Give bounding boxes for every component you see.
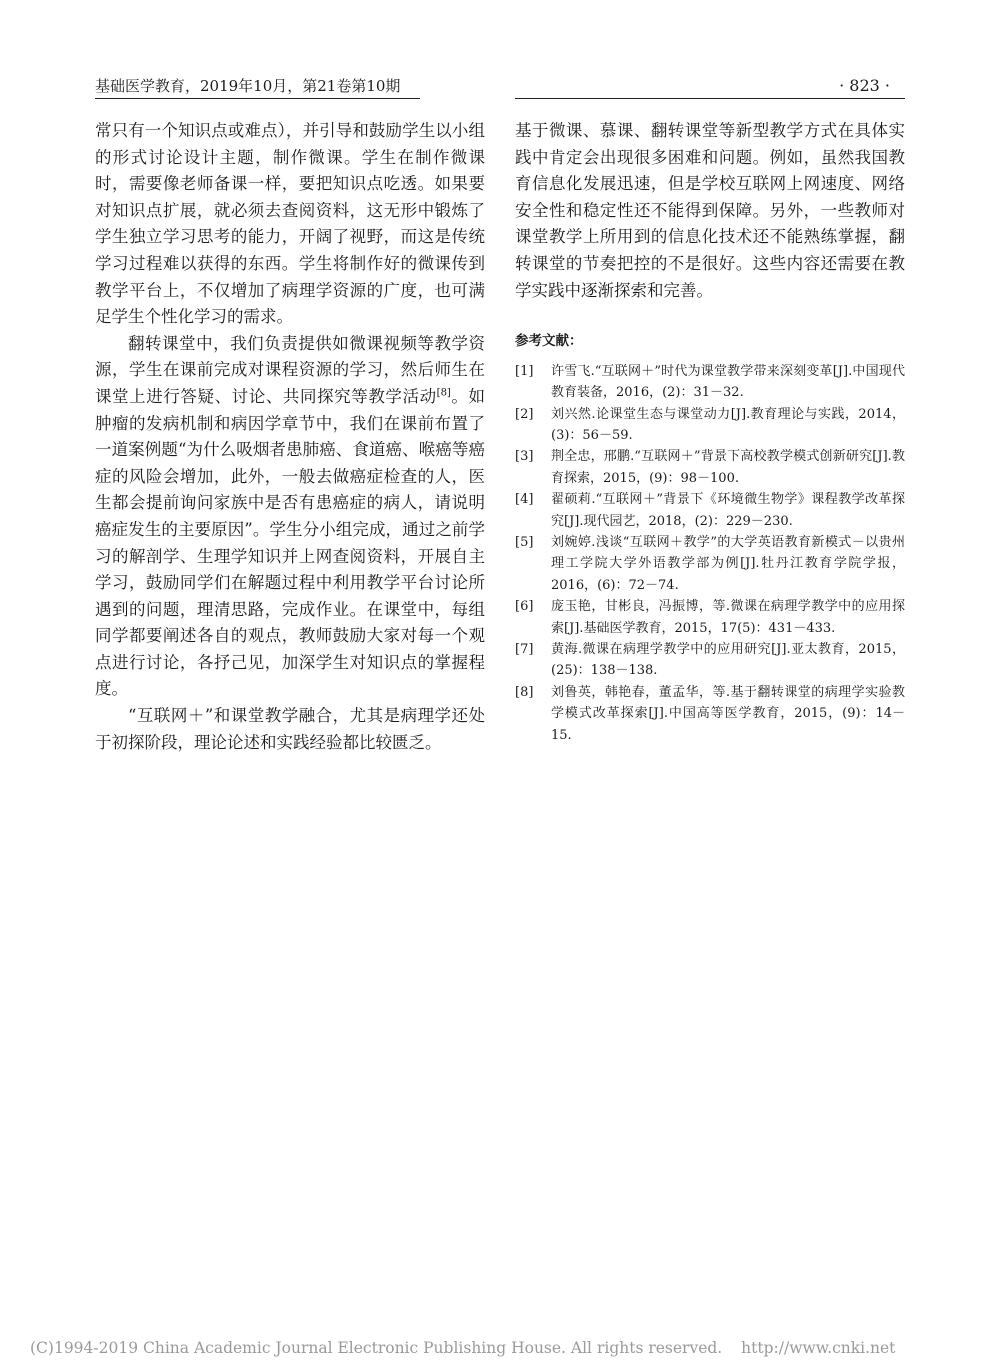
reference-item (515, 361, 905, 404)
reference-number: [1] (515, 363, 534, 379)
journal-header: 基础医学教育，2019年10月，第21卷第10期 (95, 76, 420, 99)
reference-item (515, 682, 905, 746)
right-paragraph-1: 基于微课、慕课、翻转课堂等新型教学方式在具体实践中肯定会出现很多困难和问题。例如，虽然我国教育信息化发展迅速，但是学校互联网上网速度、网络安全性和稳定性还不能得到保障。另外，一些教师对课堂教学上所用到的信息化技术还不能熟练掌握，翻转课堂的节奏把控的不是很好。这些内容还需要在教学实践中逐渐探索和完善。 (515, 121, 905, 300)
reference-item (515, 404, 905, 447)
copyright-footer (30, 1339, 970, 1357)
reference-text: 刘兴然.论课堂生态与课堂动力[J].教育理论与实践，2014，(3)：56－59. (551, 406, 905, 443)
reference-item (515, 639, 905, 682)
paragraph-2-part-a: 翻转课堂中，我们负责提供如微课视频等教学资源，学生在课前完成对课程资源的学习，然后师生在课堂上进行答疑、讨论、共同探究等教学活动 (95, 333, 485, 406)
reference-item (515, 446, 905, 489)
left-paragraph-2 (95, 331, 485, 703)
left-column (95, 118, 485, 756)
citation-8: [8] (436, 387, 451, 399)
right-column (515, 118, 905, 746)
reference-number: [2] (515, 406, 534, 422)
references-list (515, 361, 905, 746)
reference-text: 许雪飞.“互联网＋”时代为课堂教学带来深刻变革[J].中国现代教育装备，2016，(2)：31－32. (551, 363, 905, 401)
reference-item (515, 596, 905, 639)
left-paragraph-3: “互联网＋”和课堂教学融合，尤其是病理学还处于初探阶段，理论论述和实践经验都比较匮乏。 (95, 706, 485, 752)
reference-number: [5] (515, 535, 534, 550)
cnki-url[interactable]: http://www.cnki.net (741, 1339, 896, 1357)
reference-item (515, 489, 905, 532)
reference-number: [3] (515, 449, 534, 465)
reference-number: [4] (515, 492, 534, 508)
reference-text: 刘鲁英，韩艳春，董孟华，等.基于翻转课堂的病理学实验教学模式改革探索[J].中国高等医学教育，2015，(9)：14－15. (551, 684, 905, 743)
reference-number: [6] (515, 599, 534, 615)
paragraph-2-part-b: 。如肿瘤的发病机制和病因学章节中，我们在课前布置了一道案例题“为什么吸烟者患肺癌、食道癌、喉癌等癌症的风险会增加，此外，一般去做癌症检查的人，医生都会提前询问家族中是否有患癌症的病人，请说明癌症发生的主要原因”。学生分小组完成，通过之前学习的解剖学、生理学知识并上网查阅资料，开展自主学习，鼓励同学们在解题过程中利用教学平台讨论所遇到的问题，理清思路，完成作业。在课堂中，每组同学都要阐述各自的观点，教师鼓励大家对每一个观点进行讨论，各抒己见，加深学生对知识点的掌握程度。 (95, 386, 486, 699)
reference-text: 荆全忠，邢鹏.“互联网＋”背景下高校教学模式创新研究[J].教育探索，2015，(9)：98－100. (551, 449, 905, 486)
reference-text: 刘婉婷.浅谈“互联网＋教学”的大学英语教育新模式－以贵州理工学院大学外语教学部为例[J].牡丹江教育学院学报，2016，(6)：72－74. (551, 535, 905, 593)
reference-text: 庞玉艳，甘彬良，冯振博，等.微课在病理学教学中的应用探索[J].基础医学教育，2015，17(5)：431－433. (551, 599, 905, 636)
reference-item (515, 532, 905, 596)
left-paragraph-1: 常只有一个知识点或难点），并引导和鼓励学生以小组的形式讨论设计主题，制作微课。学生在制作微课时，需要像老师备课一样，要把知识点吃透。如果要对知识点扩展，就必须去查阅资料，这无形中锻炼了学生独立学习思考的能力，开阔了视野，而这是传统学习过程难以获得的东西。学生将制作好的微课传到教学平台上，不仅增加了病理学资源的广度，也可满足学生个性化学习的需求。 (95, 121, 485, 327)
header-rule (515, 98, 905, 99)
reference-number: [8] (515, 684, 534, 700)
references-title: 参考文献： (515, 333, 583, 350)
reference-number: [7] (515, 642, 534, 658)
page-number: · 823 · (839, 76, 890, 95)
copyright-text: (C)1994-2019 China Academic Journal Electronic Publishing House. All rights reserved. (30, 1339, 723, 1357)
reference-text: 黄海.微课在病理学教学中的应用研究[J].亚太教育，2015，(25)：138－138. (551, 642, 905, 679)
reference-text: 翟硕莉.“互联网＋”背景下《环境微生物学》课程教学改革探究[J].现代园艺，2018，(2)：229－230. (551, 492, 905, 529)
